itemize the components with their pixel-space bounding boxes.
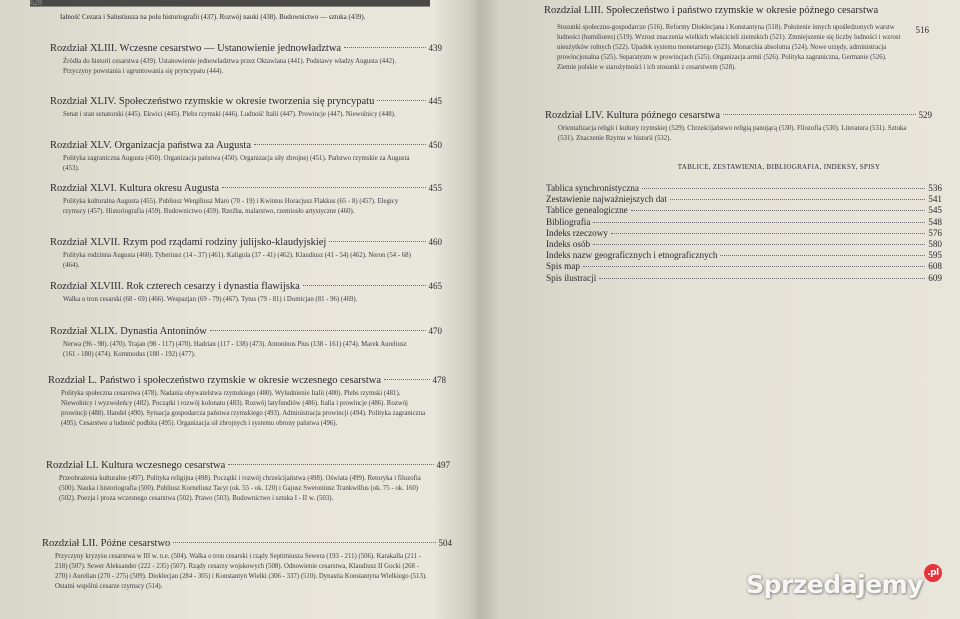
- appendix-list: [546, 183, 942, 284]
- chapter-page-number: 470: [428, 326, 442, 336]
- leader-dots: [723, 114, 915, 115]
- chapter-description: Źródła do historii cesarstwa (439). Ustanowienie jednowładztwa przez Oktawiana (441). Podstawy władzy Augusta (442). Przyczyny powstania i ugruntowania się pryncypatu (444).: [63, 58, 396, 75]
- chapter-page-number: 529: [918, 110, 932, 120]
- chapter-description: Senat i stan senatorski (445). Ekwici (445). Plebs rzymski (446). Ludność Italii (447). Prowincje (447). Niewolnicy (448).: [63, 111, 396, 118]
- chapter-page-number: 460: [428, 237, 442, 247]
- leader-dots: [631, 210, 925, 211]
- list-item: [546, 183, 942, 194]
- chapter-page-number: 445: [428, 96, 442, 106]
- chapter-description: Nerwa (96 - 98). (470). Trajan (98 - 117) (470). Hadrian (117 - 138) (473). Antoninus Pius (138 - 161) (474). Marek Aureliusz (161 - 180) (474). Kommodus (180 - 192) (477).: [63, 341, 407, 358]
- item-label: Spis ilustracji: [546, 272, 597, 283]
- chapter-title: Rozdział LIII. Społeczeństwo i państwo rzymskie w okresie późnego cesarstwa: [544, 5, 879, 16]
- chapter-title: Rozdział XLVII. Rzym pod rządami rodziny julijsko-klaudyjskiej: [50, 237, 327, 248]
- chapter-page-number: 497: [436, 460, 450, 470]
- item-page-number: 548: [928, 216, 942, 227]
- intro-text: Iałność Cezara i Salustiusza na polu historiografii (437). Rozwój nauki (438). Budownictwo — sztuka (439).: [60, 13, 366, 21]
- leader-dots: [228, 464, 433, 465]
- list-item: [546, 250, 942, 261]
- chapter-page-number: 516: [915, 25, 929, 35]
- chapter-page-number: 439: [428, 43, 442, 53]
- chapter-entry: [50, 325, 442, 360]
- chapter-title: Rozdział XLVI. Kultura okresu Augusta: [50, 183, 220, 194]
- list-item: [546, 194, 942, 205]
- item-page-number: 580: [928, 239, 942, 250]
- leader-dots: [254, 144, 425, 145]
- chapter-description: Polityka społeczna cesarstwa (478). Nadania obywatelstwa rzymskiego (480). Wyludnienie Italii (480). Plebs rzymski (481). Niewolnicy i wyzwoleńcy (482). Początki i rozwój kolonatu (483). Rozwój latyfundiów (486). Italia i prowincje (486). Rozwój prowincji (488). Handel (490). Sytuacja gospodarcza państwa rzymskiego (493). Administracja prowincji (494). Polityka zagraniczna (495). Cesarstwo a ludność podbita (495). Organizacja sił zbrojnych i systemu obrony państwa (496).: [61, 390, 426, 427]
- chapter-description: Polityka kulturalna Augusta (455). Publiusz Wergiliusz Maro (70 - 19) i Kwintus Horacjusz Flakkus (65 - 8) (457). Elegicy rzymscy (457). Historiografia (459). Budownictwo (459). Rzeźba, malarstwo, rzemiosło artystyczne (460).: [63, 198, 399, 215]
- chapter-title: Rozdział XLV. Organizacja państwa za Augusta: [50, 140, 252, 151]
- header-page-number: 628: [30, 0, 42, 7]
- leader-dots: [210, 330, 426, 331]
- leader-dots: [222, 187, 425, 188]
- chapter-title: Rozdział LI. Kultura wczesnego cesarstwa: [46, 460, 226, 471]
- chapter-description: Polityka rodzinna Augusta (460). Tyberiusz (14 - 37) (461). Kaligula (37 - 41) (462). Klaudiusz (41 - 54) (462). Neron (54 - 68) (464).: [63, 252, 411, 269]
- item-page-number: 545: [928, 205, 942, 216]
- list-item: [546, 273, 942, 284]
- watermark-logo: [746, 570, 942, 599]
- list-item: [546, 228, 942, 239]
- chapter-entry: [42, 537, 452, 592]
- chapter-entry: [46, 459, 450, 504]
- item-page-number: 608: [928, 261, 942, 272]
- item-label: Zestawienie najważniejszych dat: [546, 194, 667, 205]
- leader-dots: [173, 542, 435, 543]
- chapter-entry: [544, 5, 929, 73]
- list-item: [546, 261, 942, 272]
- chapter-page-number: 465: [428, 281, 442, 291]
- item-label: Bibliografia: [546, 216, 591, 227]
- chapter-title: Rozdział XLIV. Społeczeństwo rzymskie w okresie tworzenia się pryncypatu: [50, 96, 375, 107]
- chapter-entry: [50, 139, 442, 174]
- leader-dots: [377, 100, 425, 101]
- chapter-entry: [545, 109, 932, 144]
- watermark-suffix: .pl: [924, 564, 942, 582]
- chapter-title: Rozdział XLIII. Wczesne cesarstwo — Ustanowienie jednowładztwa: [50, 43, 342, 54]
- item-label: Indeks nazw geograficznych i etnograficznych: [546, 250, 718, 261]
- chapter-page-number: 478: [432, 375, 446, 385]
- leader-dots: [583, 266, 925, 267]
- leader-dots: [670, 199, 925, 200]
- item-label: Tablice genealogiczne: [546, 205, 628, 216]
- item-page-number: 536: [928, 183, 942, 193]
- leader-dots: [642, 188, 925, 189]
- chapter-entry: [50, 42, 442, 77]
- item-label: Indeks rzeczowy: [546, 227, 608, 238]
- leader-dots: [593, 244, 925, 245]
- chapter-description: Orientalizacja religii i kultury rzymskiej (529). Chrześcijaństwo religią panującą (530). Filozofia (530). Literatura (531). Sztuka (531). Znaczenie Rzymu w historii (532).: [558, 125, 907, 142]
- chapter-page-number: 455: [428, 183, 442, 193]
- leader-dots: [329, 241, 425, 242]
- list-item: [546, 239, 942, 250]
- leader-dots: [593, 222, 925, 223]
- chapter-title: Rozdział LII. Późne cesarstwo: [42, 538, 171, 549]
- chapter-title: Rozdział XLIX. Dynastia Antoninów: [50, 326, 207, 337]
- leader-dots: [720, 255, 925, 256]
- item-page-number: 576: [928, 227, 942, 238]
- leader-dots: [384, 379, 430, 380]
- appendix-section-heading: TABLICE, ZESTAWIENIA, BIBLIOGRAFIA, INDEKSY, SPISY: [677, 163, 881, 171]
- list-item: [546, 205, 942, 216]
- chapter-entry: [48, 374, 446, 429]
- item-label: Tablica synchronistyczna: [546, 183, 639, 193]
- leader-dots: [303, 285, 426, 286]
- item-page-number: 609: [928, 272, 942, 283]
- chapter-description: Przeobrażenia kulturalne (497). Polityka religijna (498). Początki i rozwój chrześcijaństwa (498). Oświata (499). Retoryka i filozofia (500). Nauka i historiografia (500). Publiusz Korneliusz Tacyt (ok. 55 - ok. 120) i Gajusz Swetoniusz Trankwillus (ok. 75 - ok. 160) (502). Poezja i proza wczesnego cesarstwa (502). Prawo (503). Budownictwo i sztuka I - II w. (503).: [59, 475, 421, 502]
- item-label: Spis map: [546, 261, 580, 272]
- chapter-title: Rozdział L. Państwo i społeczeństwo rzymskie w okresie wczesnego cesarstwa: [48, 375, 381, 386]
- chapter-page-number: 450: [428, 140, 442, 150]
- chapter-entry: [50, 280, 442, 305]
- leader-dots: [599, 278, 925, 279]
- chapter-entry: [50, 182, 442, 217]
- chapter-description: Polityka zagraniczna Augusta (450). Organizacja państwa (450). Organizacja siły zbrojnej (451). Państwo rzymskie za Augusta (453).: [63, 155, 410, 172]
- watermark-text: Sprzedajemy: [746, 570, 923, 599]
- item-page-number: 595: [928, 250, 942, 261]
- chapter-title: Rozdział LIV. Kultura późnego cesarstwa: [545, 110, 721, 121]
- chapter-entry: [50, 236, 442, 271]
- chapter-description: Przyczyny kryzysu cesarstwa w III w. n.e. (504). Walka o tron cesarski i rządy Septimiusza Sewera (193 - 211) (506). Karakalla (211 - 218) (507). Sewer Aleksander (222 - 235) (507). Rządy cesarzy wojskowych (508). Odnowienie cesarstwa, Klaudiusz II Gocki (268 - 270) i Aurelian (270 - 275) (509). Dioklecjan (284 - 305) i Konstantyn Wielki (306 - 337) (510). Dynastia Konstantyna Wielkiego (513). Ostatni wspólni cesarze rzymscy (514).: [55, 553, 427, 590]
- chapter-description: Stosunki społeczno-gospodarcze (516). Reformy Dioklecjana i Konstantyna (518). Położenie innych upośledzonych warstw ludności (humiliores) (519). Wzrost znaczenia wielkich właścicieli ziemskich (521). Zmniejszenie się liczby ludności i wzrost nieużytków rolnych (522). Upadek systemu monetarnego (523). Monarchia absolutna (524). Nowe urzędy, administracja prowincjonalna (525). Separatyzm w prowincjach (525). Organizacja armii (526). Polityka zagraniczna, Germanie (526). Ziemie polskie w starożytności i ich stosunki z cesarstwem (528).: [557, 24, 901, 71]
- list-item: [546, 217, 942, 228]
- item-page-number: 541: [928, 194, 942, 205]
- chapter-page-number: 504: [438, 538, 452, 548]
- leader-dots: [344, 47, 425, 48]
- item-label: Indeks osób: [546, 239, 591, 250]
- chapter-entry: [50, 95, 442, 120]
- chapter-title: Rozdział XLVIII. Rok czterech cesarzy i dynastia flawijska: [50, 281, 300, 292]
- leader-dots: [611, 233, 925, 234]
- chapter-description: Walka o tron cesarski (68 - 69) (466). Wespazjan (69 - 79) (467). Tytus (79 - 81) i Domicjan (81 - 96) (469).: [63, 296, 358, 303]
